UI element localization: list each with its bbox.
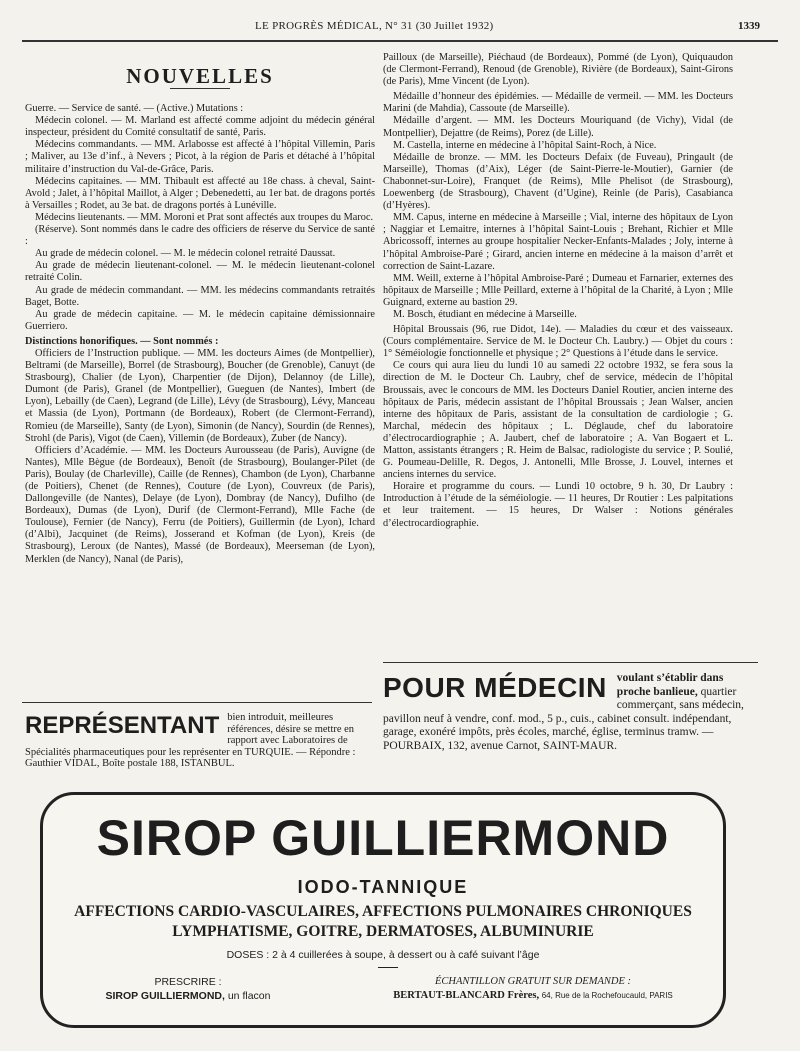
paragraph: Hôpital Broussais (96, rue Didot, 14e). — Maladies du cœur et des vaisseaux. (Cours complémentaire. Service de M. le Docteur Ch. Laubry.) — Objet du cours : 1° Séméiologie fonctionnelle et physique ; 2° Questions à l’étude dans le service. bbox=[383, 324, 733, 360]
ad-headline: POUR MÉDECIN bbox=[383, 672, 607, 703]
page-header bbox=[40, 20, 760, 40]
paragraph: Pailloux (de Marseille), Piéchaud (de Bordeaux), Pommé (de Lyon), Quiquaudon (de Clermont-Ferrand), Renoud (de Grenoble), Rivière (de Bordeaux), Saint-Girons (de Paris), Mme Vincent (de Lyon). bbox=[383, 52, 733, 88]
ad-text: bien introduit, meilleures références, désire se mettre en rapport avec Laboratoires de Spécialités pharmaceutiques pour les représenter en TURQUIE. — Répondre : Gauthier VIDAL, Boîte postale 188, ISTANBUL. bbox=[25, 712, 356, 769]
paragraph: MM. Capus, interne en médecine à Marseille ; Vial, interne des hôpitaux de Lyon ; Naggiar et Lemaitre, internes à l’hôpital Saint-Louis ; Brehant, Richier et Mlle Abricossoff, internes au groupe hospitalier Necker-Enfants-Malades ; Joly, interne à l’hôpital Ambroise-Paré ; Girard, ancien interne en médecine à la maison d’arrêt et correction de Saint-Lazare. bbox=[383, 212, 733, 272]
paragraph: M. Bosch, étudiant en médecine à Marseille. bbox=[393, 308, 577, 320]
sirop-advertisement bbox=[40, 792, 726, 1028]
classified-ad-representant bbox=[25, 712, 370, 770]
company-name: BERTAUT-BLANCARD Frères, bbox=[393, 990, 540, 1001]
echantillon-label: ÉCHANTILLON GRATUIT SUR DEMANDE : bbox=[434, 976, 631, 987]
prescrire-name: SIROP GUILLIERMOND, bbox=[105, 990, 225, 1002]
journal-title: LE PROGRÈS MÉDICAL, N° 31 (30 Juillet 1932) bbox=[255, 20, 494, 32]
paragraph: MM. Weill, externe à l’hôpital Ambroise-Paré ; Dumeau et Farnarier, externes des hôpitaux de Marseille ; Mlle Peillard, externe à l’hôpital de la Charité, à Lyon ; Mlle Guignard, externe au bastion 29. bbox=[383, 272, 733, 308]
ad-indications-line2: LYMPHATISME, GOITRE, DERMATOSES, ALBUMINURIE bbox=[172, 923, 594, 940]
paragraph: Médecin colonel. — M. Marland est affecté comme adjoint du médecin général inspecteur, président du Comité consultatif de santé, Paris. bbox=[25, 115, 375, 139]
paragraph: Au grade de médecin lieutenant-colonel. — M. le médecin lieutenant-colonel retraité Colin. bbox=[25, 260, 375, 284]
paragraph: Médecins lieutenants. — MM. Moroni et Prat sont affectés aux troupes du Maroc. bbox=[35, 211, 374, 223]
paragraph: Officiers de l’Instruction publique. — MM. les docteurs Aimes (de Montpellier), Beltrami (de Marseille), Borrel (de Strasbourg), Boucher (de Grenoble), Canuyt (de Strasbourg), Chalier (de Lyon), Charpentier (de Dijon), Delannoy (de Lille), Dumont (de Paris), Granel (de Montpellier), Gueguen (de Nantes), Imbert (de Lyon), Lebailly (de Caen), Legrand (de Lille), Lévy (de Strasbourg), Lévy, Manceau et Massia (de Lyon), Portmann (de Bordeaux), Robert (de Clermont-Ferrand), Romieu (de Marseille), Santy (de Lyon), Simonin (de Nancy), Sourdin (de Rennes), Strohl (de Paris), Vigot (de Caen), Villemin (de Bordeaux), Zuber (de Nancy). bbox=[25, 347, 375, 444]
ad-prescription bbox=[63, 975, 313, 1003]
paragraph: Au grade de médecin colonel. — M. le médecin colonel retraité Daussat. bbox=[35, 248, 336, 260]
paragraph: Au grade de médecin capitaine. — M. le médecin capitaine démissionnaire Guerriero. bbox=[25, 308, 375, 332]
paragraph: Ce cours qui aura lieu du lundi 10 au samedi 22 octobre 1932, se fera sous la direction de M. le Docteur Ch. Laubry, chef de service, médecin de l’hôpital Broussais, avec le concours de MM. les Docteurs Daniel Routier, ancien interne des hôpitaux de Paris, médecin assistant de l’hôpital Broussais ; Jean Walser, ancien interne des hôpitaux de Paris, assistant de la consultation de cardiologie ; G. Marchal, médecin des hôpitaux ; L. Déglaude, chef du laboratoire d’électrocardiographie ; A. Jaubert, chef de laboratoire ; A. Van Bogaert et L. Matton, assistants étrangers ; R. Heim de Balsac, radiologiste du service ; P. Soulié, G. Poumeau-Delille, R. Degos, J. Antonelli, Mlle Brosse, J. Louvel, internes et anciens internes du service. bbox=[383, 360, 733, 481]
paragraph: Médaille d’honneur des épidémies. — Médaille de vermeil. — MM. les Docteurs Marini (de Mahdia), Cassoute (de Marseille). bbox=[383, 91, 733, 115]
paragraph: (Réserve). Sont nommés dans le cadre des officiers de réserve du Service de santé : bbox=[25, 224, 375, 248]
paragraph: Distinctions honorifiques. — Sont nommés : bbox=[25, 335, 219, 347]
ad-sample-offer bbox=[363, 975, 703, 1003]
paragraph: Médecins capitaines. — MM. Thibault est affecté au 18e chass. à cheval, Saint-Avold ; Jalet, à l’hôpital Maillot, à Alger ; Debenedetti, au 1er bat. de dragons portés à Versailles ; Rodet, au 3e bat. de dragons portés à Lunéville. bbox=[25, 175, 375, 211]
paragraph: Horaire et programme du cours. — Lundi 10 octobre, 9 h. 30, Dr Laubry : Introduction à l’étude de la séméiologie. — 11 heures, Dr Routier : Les palpitations et leur traitement. — 15 heures, Dr Walser : Notions générales d’électrocardiographie. bbox=[383, 481, 733, 529]
paragraph: Guerre. — Service de santé. — (Active.) Mutations : bbox=[25, 103, 244, 115]
right-column bbox=[383, 52, 733, 652]
ad-indications-line1: AFFECTIONS CARDIO-VASCULAIRES, AFFECTIONS PULMONAIRES CHRONIQUES bbox=[74, 903, 692, 920]
classified-ad-medecin bbox=[383, 672, 758, 753]
left-column bbox=[25, 56, 375, 716]
section-rule bbox=[383, 662, 758, 663]
section-rule bbox=[22, 702, 372, 703]
ad-text: quartier commerçant, sans médecin, pavillon neuf à vendre, conf. mod., 5 p., cuis., cabinet consult. indépendant, garage, exonéré impôts, près écoles, marché, église, terminus tramw. — POURBAIX, 132, avenue Carnot, SAINT-MAUR. bbox=[383, 685, 744, 752]
ad-brand-name: SIROP GUILLIERMOND bbox=[96, 810, 670, 866]
ad-doses: DOSES : 2 à 4 cuillerées à soupe, à dessert ou à café suivant l’âge bbox=[226, 949, 540, 961]
paragraph: M. Castella, interne en médecine à l’hôpital Saint-Roch, à Nice. bbox=[393, 139, 657, 151]
page-number: 1339 bbox=[738, 20, 760, 32]
paragraph: Médaille d’argent. — MM. les Docteurs Mouriquand (de Vichy), Vidal (de Montpellier), Dejattre (de Reims), Porez (de Lille). bbox=[383, 115, 733, 139]
paragraph: Médecins commandants. — MM. Arlabosse est affecté à l’hôpital Villemin, Paris ; Maliver, au 13e d’inf., à Nevers ; Picot, à la région de Paris et détaché à l’hôpital militaire d’instruction du Val-de-Grâce, Paris. bbox=[25, 139, 375, 175]
paragraph: Médaille de bronze. — MM. les Docteurs Defaix (de Fuveau), Pringault (de Marseille), Thomas (d’Aix), Léger (de Saint-Pierre-le-Moutier), Garnier (de Chabonnet-sur-Loire), Franquet (de Reims), Mlle Phelisot (de Strasbourg), Loewenberg (de Strasbourg), Chavent (d’Ugine), Reinle (de Paris), Casabianca (d’Hyères). bbox=[383, 151, 733, 212]
prescrire-suffix: un flacon bbox=[227, 990, 271, 1002]
paragraph: Au grade de médecin commandant. — MM. les médecins commandants retraités Baget, Botte. bbox=[25, 284, 375, 308]
paragraph: Officiers d’Académie. — MM. les Docteurs Aurousseau (de Paris), Auvigne (de Nantes), Mlle Bègue (de Bordeaux), Benoît (de Strasbourg), Boulanger-Pilet (de Paris), Boulay (de Charleville), Caille (de Rennes), Chambon (de Lyon), Charbanne (de Poitiers), Chenet (de Rennes), Couture (de Lyon), Couvreux (de Paris), Dallongeville (de Nantes), Delaye (de Lyon), Dombray (de Nancy), Dufilho (de Bordeaux), Dumas (de Lyon), Durif (de Clermont-Ferrand), Mlle Fache (de Toulouse), Fernier (de Nancy), Ferru (de Poitiers), Guillermin (de Lyon), Ichard (d’Albi), Jacquinet (de Reims), Josserand et Kofman (de Lyon), Kreis (de Strasbourg), Leroux (de Nantes), Massé (de Bordeaux), Meerseman (de Lyon), Merklen (de Nancy), Nanal (de Paris), bbox=[25, 444, 375, 565]
company-address: 64, Rue de la Rochefoucauld, PARIS bbox=[541, 991, 673, 1000]
divider bbox=[378, 967, 398, 968]
prescrire-label: PRESCRIRE : bbox=[154, 976, 222, 988]
ad-headline: REPRÉSENTANT bbox=[25, 712, 220, 739]
header-rule bbox=[22, 40, 778, 42]
ad-lead: voulant s’établir dans proche banlieue, bbox=[616, 672, 724, 698]
section-heading: NOUVELLES bbox=[126, 64, 274, 88]
ad-subtitle: IODO-TANNIQUE bbox=[297, 877, 469, 897]
heading-rule bbox=[170, 88, 230, 89]
